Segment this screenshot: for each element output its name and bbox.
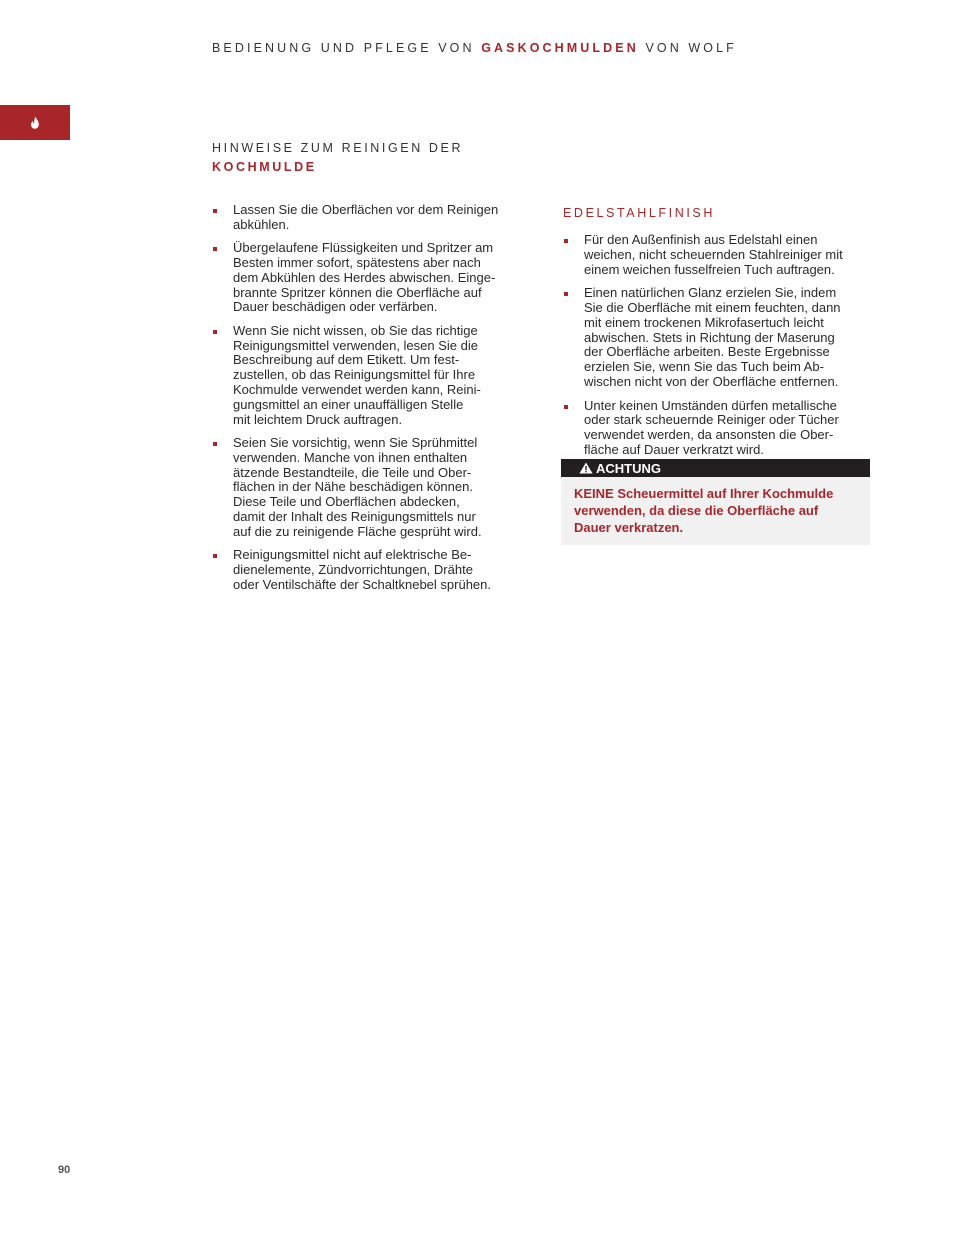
right-column <box>563 205 883 467</box>
section-title <box>212 140 463 177</box>
bullet-square-icon <box>564 405 568 409</box>
list-item: Lassen Sie die Oberflächen vor dem Reinigen abkühlen. <box>212 203 532 233</box>
stainless-finish-heading: EDELSTAHLFINISH <box>563 206 715 220</box>
list-item: Einen natürlichen Glanz erzielen Sie, indem Sie die Oberfläche mit einem feuchten, dann mit einem trockenen Mikrofasertuch leicht abwischen. Stets in Richtung der Maserung der Oberfläche arbeiten. Beste Ergebnisse erzielen Sie, wenn Sie das Tuch beim Ab- wischen nicht von der Oberfläche entfernen. <box>563 286 883 390</box>
list-item: Unter keinen Umständen dürfen metallische oder stark scheuernde Reiniger oder Tücher verwendet werden, da ansonsten die Ober- fläche auf Dauer verkratzt wird. <box>563 399 883 458</box>
list-item: Übergelaufene Flüssigkeiten und Spritzer am Besten immer sofort, spätestens aber nach dem Abkühlen des Herdes abwischen. Einge- brannte Spritzer können die Oberfläche auf Dauer beschädigen oder verfärben. <box>212 241 532 315</box>
left-column <box>212 203 532 601</box>
section-title-line2: KOCHMULDE <box>212 160 317 174</box>
section-tab <box>0 105 70 140</box>
section-title-line1: HINWEISE ZUM REINIGEN DER <box>212 141 464 155</box>
bullet-square-icon <box>564 239 568 243</box>
running-header-product: GASKOCHMULDEN <box>481 41 639 55</box>
list-item: Für den Außenfinish aus Edelstahl einen weichen, nicht scheuernden Stahlreiniger mit einem weichen fusselfreien Tuch auftragen. <box>563 233 883 277</box>
stainless-tips-list <box>563 233 883 458</box>
bullet-square-icon <box>213 554 217 558</box>
bullet-square-icon <box>213 247 217 251</box>
bullet-square-icon <box>213 209 217 213</box>
page-number: 90 <box>58 1164 71 1176</box>
running-header <box>212 41 737 55</box>
list-item: Wenn Sie nicht wissen, ob Sie das richtige Reinigungsmittel verwenden, lesen Sie die Beschreibung auf dem Etikett. Um fest- zustellen, ob das Reinigungsmittel für Ihre Kochmulde verwendet werden kann, Reini- gungsmittel an einer unauffälligen Stelle mit leichtem Druck auftragen. <box>212 324 532 428</box>
warning-header <box>561 459 870 477</box>
running-header-prefix: BEDIENUNG UND PFLEGE VON <box>212 41 482 55</box>
bullet-square-icon <box>213 330 217 334</box>
bullet-square-icon <box>564 292 568 296</box>
running-header-suffix: VON WOLF <box>638 41 737 55</box>
flame-icon <box>30 116 40 129</box>
warning-box <box>561 459 870 545</box>
warning-text: KEINE Scheuermittel auf Ihrer Kochmulde verwenden, da diese die Oberfläche auf Dauer verkratzen. <box>561 477 870 545</box>
list-item: Seien Sie vorsichtig, wenn Sie Sprühmittel verwenden. Manche von ihnen enthalten ätzende Bestandteile, die Teile und Ober- flächen in der Nähe beschädigen können. Diese Teile und Oberflächen abdecken, damit der Inhalt des Reinigungsmittels nur auf die zu reinigende Fläche gesprüht wird. <box>212 436 532 540</box>
warning-triangle-icon <box>579 462 593 474</box>
cleaning-tips-list <box>212 203 532 593</box>
bullet-square-icon <box>213 442 217 446</box>
list-item: Reinigungsmittel nicht auf elektrische Be- dienelemente, Zündvorrichtungen, Drähte oder Ventilschäfte der Schaltknebel sprühen. <box>212 548 532 592</box>
warning-label: ACHTUNG <box>596 460 661 476</box>
